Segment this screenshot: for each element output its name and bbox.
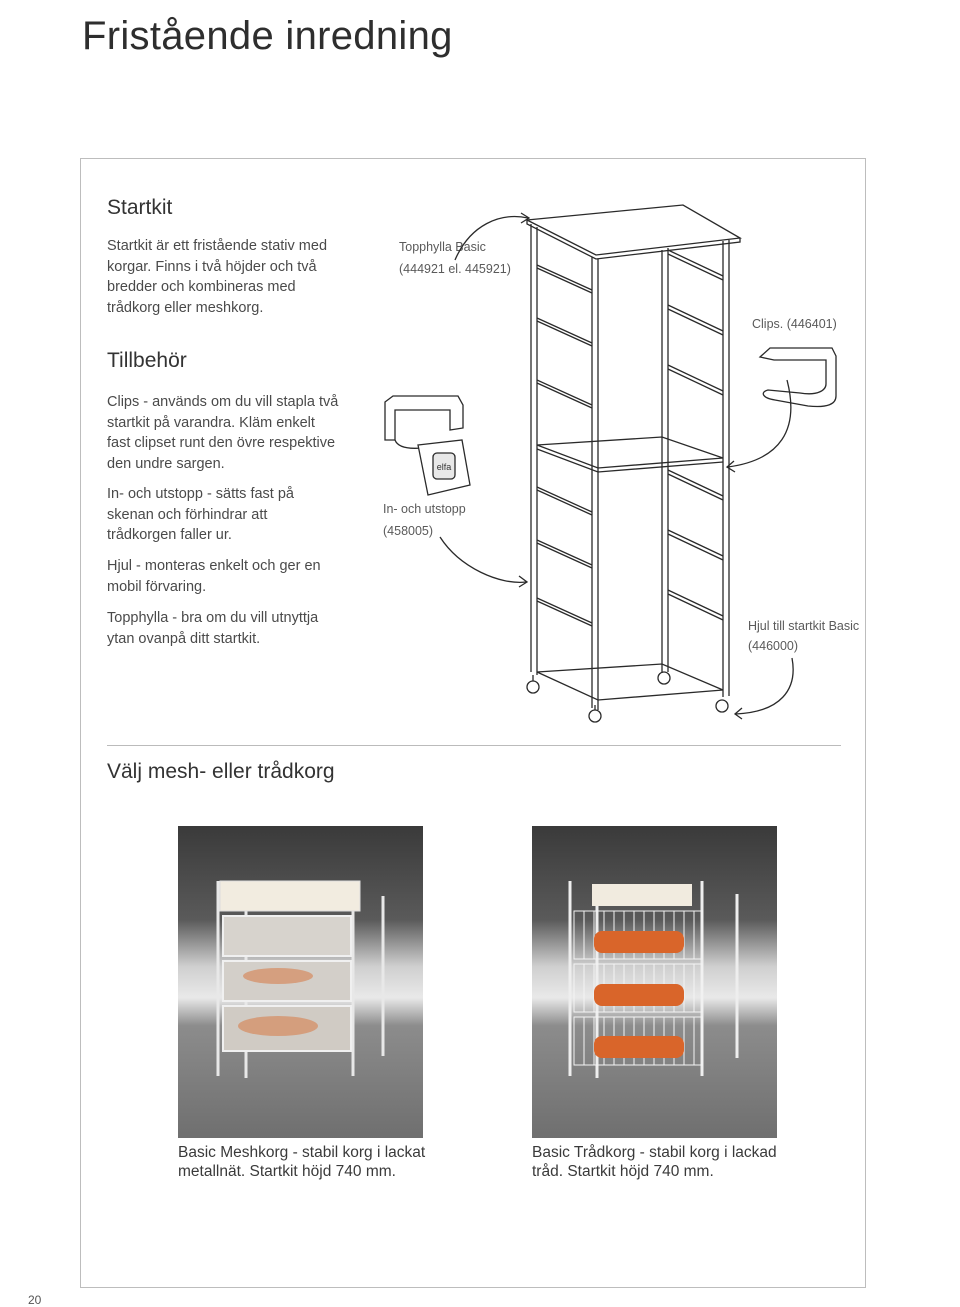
- topphylla-code: (444921 el. 445921): [399, 262, 511, 276]
- meshkorg-photo: [178, 826, 423, 1138]
- stopp-description: In- och utstopp - sätts fast på skenan och förhindrar att trådkorgen faller ur.: [107, 486, 294, 543]
- clips-description: Clips - används om du vill stapla två startkit på varandra. Kläm enkelt fast clipset runt den övre respektive den undre sargen.: [107, 394, 339, 472]
- choose-heading: Välj mesh- eller trådkorg: [107, 760, 335, 783]
- elfa-logo: elfa: [436, 462, 452, 472]
- stopp-code: (458005): [383, 524, 434, 538]
- hjul-code: (446000): [748, 639, 799, 653]
- tradkorg-photo: [532, 826, 777, 1138]
- stopp-label: In- och utstopp: [383, 502, 466, 516]
- page-number: 20: [28, 1293, 42, 1307]
- startkit-description: Startkit är ett fristående stativ med korgar. Finns i två höjder och två bredder och kombineras med trådkorg eller meshkorg.: [107, 238, 328, 316]
- topphylla-label: Topphylla Basic: [399, 240, 486, 254]
- startkit-heading: Startkit: [107, 196, 173, 219]
- meshkorg-caption: Basic Meshkorg - stabil korg i lackat metallnät. Startkit höjd 740 mm.: [178, 1144, 426, 1180]
- hjul-description: Hjul - monteras enkelt och ger en mobil förvaring.: [107, 558, 321, 595]
- topphylla-description: Topphylla - bra om du vill utnyttja ytan ovanpå ditt startkit.: [107, 610, 319, 647]
- page-title: Fristående inredning: [82, 14, 453, 58]
- hjul-label: Hjul till startkit Basic: [748, 619, 860, 633]
- section-divider: [107, 745, 841, 746]
- clips-label: Clips. (446401): [752, 317, 837, 331]
- tillbehor-heading: Tillbehör: [107, 349, 187, 372]
- tradkorg-caption: Basic Trådkorg - stabil korg i lackad tråd. Startkit höjd 740 mm.: [532, 1144, 777, 1180]
